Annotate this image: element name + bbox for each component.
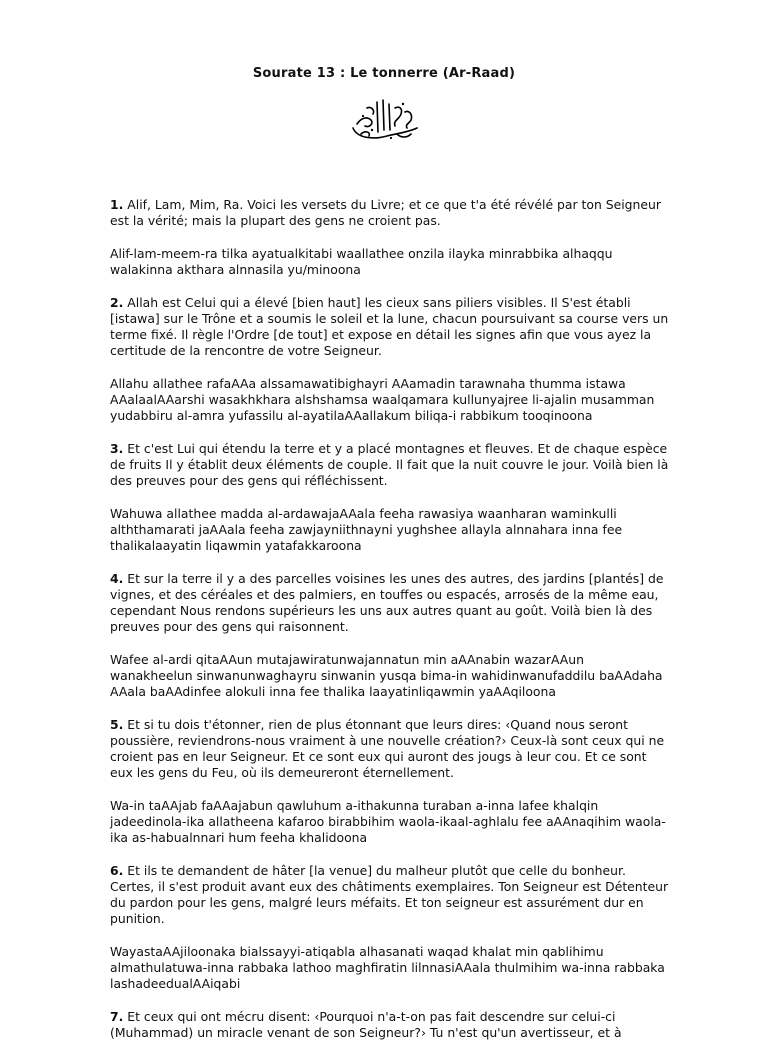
verse-number: 7.	[110, 1009, 124, 1024]
verse-transliteration: Wafee al-ardi qitaAAun mutajawiratunwajannatun min aAAnabin wazarAAun wanakheelun sinwanunwaghayru sinwanin yusqa bima-in wahidinwanufaddilu baAAdaha AAala baAAdinfee alokuli inna fee thalika laayatinliqawmin yaAAqiloona	[110, 652, 663, 699]
verse-french	[110, 863, 670, 927]
page-title: Sourate 13 : Le tonnerre (Ar-Raad)	[252, 66, 516, 81]
verse-text: Alif, Lam, Mim, Ra. Voici les versets du Livre; et ce que t'a été révélé par ton Seigneur est la vérité; mais la plupart des gens ne croient pas.	[110, 197, 661, 228]
verse-transliteration: Alif-lam-meem-ra tilka ayatualkitabi waallathee onzila ilayka minrabbika alhaqqu walakinna akthara alnnasila yu/minoona	[110, 246, 613, 277]
verse-french	[110, 441, 670, 489]
basmala-calligraphy-icon	[347, 94, 421, 144]
verse-text: Et c'est Lui qui étendu la terre et y a placé montagnes et fleuves. Et de chaque espèce de fruits Il y établit deux éléments de couple. Il fait que la nuit couvre le jour. Voilà bien là des preuves pour des gens qui réfléchissent.	[110, 441, 669, 488]
verse-number: 2.	[110, 295, 124, 310]
verse-number: 5.	[110, 717, 124, 732]
verse-transliteration: Wahuwa allathee madda al-ardawajaAAala feeha rawasiya waanharan waminkulli alththamarati jaAAala feeha zawjayniithnayni yughshee allayla alnnahara inna fee thalikalaayatin liqawmin yatafakkaroona	[110, 506, 623, 553]
verse-text: Et ceux qui ont mécru disent: ‹Pourquoi n'a-t-on pas fait descendre sur celui-ci (Muhammad) un miracle venant de son Seigneur?› Tu n'est qu'un avertisseur, et à	[110, 1009, 622, 1040]
verse-french	[110, 1009, 670, 1041]
verse-number: 1.	[110, 197, 124, 212]
verse-text: Et sur la terre il y a des parcelles voisines les unes des autres, des jardins [plantés] de vignes, et des céréales et des palmiers, en touffes ou espacés, arrosés de la même eau, cependant Nous rendons supérieurs les uns aux autres quant au goût. Voilà bien là des preuves pour des gens qui raisonnent.	[110, 571, 664, 634]
verse-french	[110, 197, 670, 229]
verse-number: 4.	[110, 571, 124, 586]
verse-text: Et si tu dois t'étonner, rien de plus étonnant que leurs dires: ‹Quand nous seront poussière, reviendrons-nous vraiment à une nouvelle création?› Ceux-là sont ceux qui ne croient pas en leur Seigneur. Et ce sont eux qui auront des jougs à leur cou. Et ce sont eux les gens du Feu, où ils demeureront éternellement.	[110, 717, 665, 780]
verse-transliteration: Wa-in taAAjab faAAajabun qawluhum a-ithakunna turaban a-inna lafee khalqin jadeedinola-ika allatheena kafaroo birabbihim waola-ikaal-aghlalu fee aAAnaqihim waola-ika as-habualnnari hum feeha khalidoona	[110, 798, 666, 845]
verse-number: 3.	[110, 441, 124, 456]
verse-french	[110, 295, 670, 359]
verse-text: Et ils te demandent de hâter [la venue] du malheur plutôt que celle du bonheur. Certes, il s'est produit avant eux des châtiments exemplaires. Ton Seigneur est Détenteur du pardon pour les gens, malgré leurs méfaits. Et ton seigneur est assurément dur en punition.	[110, 863, 669, 926]
verse-french	[110, 717, 670, 781]
verse-number: 6.	[110, 863, 124, 878]
verse-list	[110, 197, 670, 1058]
verse-french	[110, 571, 670, 635]
verse-text: Allah est Celui qui a élevé [bien haut] les cieux sans piliers visibles. Il S'est établi [istawa] sur le Trône et a soumis le soleil et la lune, chacun poursuivant sa course vers un terme fixé. Il règle l'Ordre [de tout] et expose en détail les signes afin que vous ayez la certitude de la rencontre de votre Seigneur.	[110, 295, 669, 358]
verse-transliteration: WayastaAAjiloonaka bialssayyi-atiqabla alhasanati waqad khalat min qablihimu almathulatuwa-inna rabbaka lathoo maghfiratin lilnnasiAAala thulmihim wa-inna rabbaka lashadeedualAAiqabi	[110, 944, 665, 991]
verse-transliteration: Allahu allathee rafaAAa alssamawatibighayri AAamadin tarawnaha thumma istawa AAalaalAAarshi wasakhkhara alshshamsa waalqamara kullunyajree li-ajalin musamman yudabbiru al-amra yufassilu al-ayatilaAAallakum biliqa-i rabbikum tooqinoona	[110, 376, 655, 423]
